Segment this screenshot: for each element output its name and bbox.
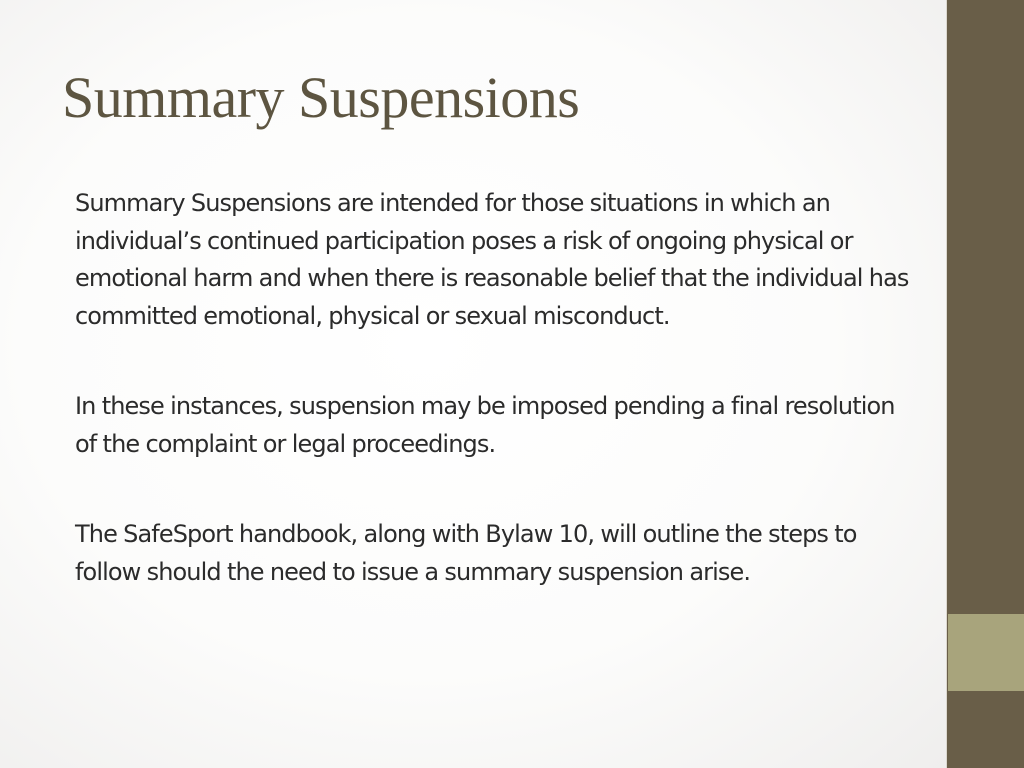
body-paragraph-2: In these instances, suspension may be imposed pending a final resolution of the complaint or legal proceedings.: [75, 392, 895, 458]
body-paragraph-3: The SafeSport handbook, along with Bylaw 10, will outline the steps to follow should the need to issue a summary suspension arise.: [75, 520, 857, 586]
slide-body: [75, 185, 910, 644]
slide-title: Summary Suspensions: [62, 65, 580, 130]
body-paragraph-1: Summary Suspensions are intended for those situations in which an individual’s continued participation poses a risk of ongoing physical or emotional harm and when there is reasonable belief that the individual has committed emotional, physical or sexual misconduct.: [75, 189, 909, 330]
sidebar-accent-block: [948, 614, 1024, 691]
